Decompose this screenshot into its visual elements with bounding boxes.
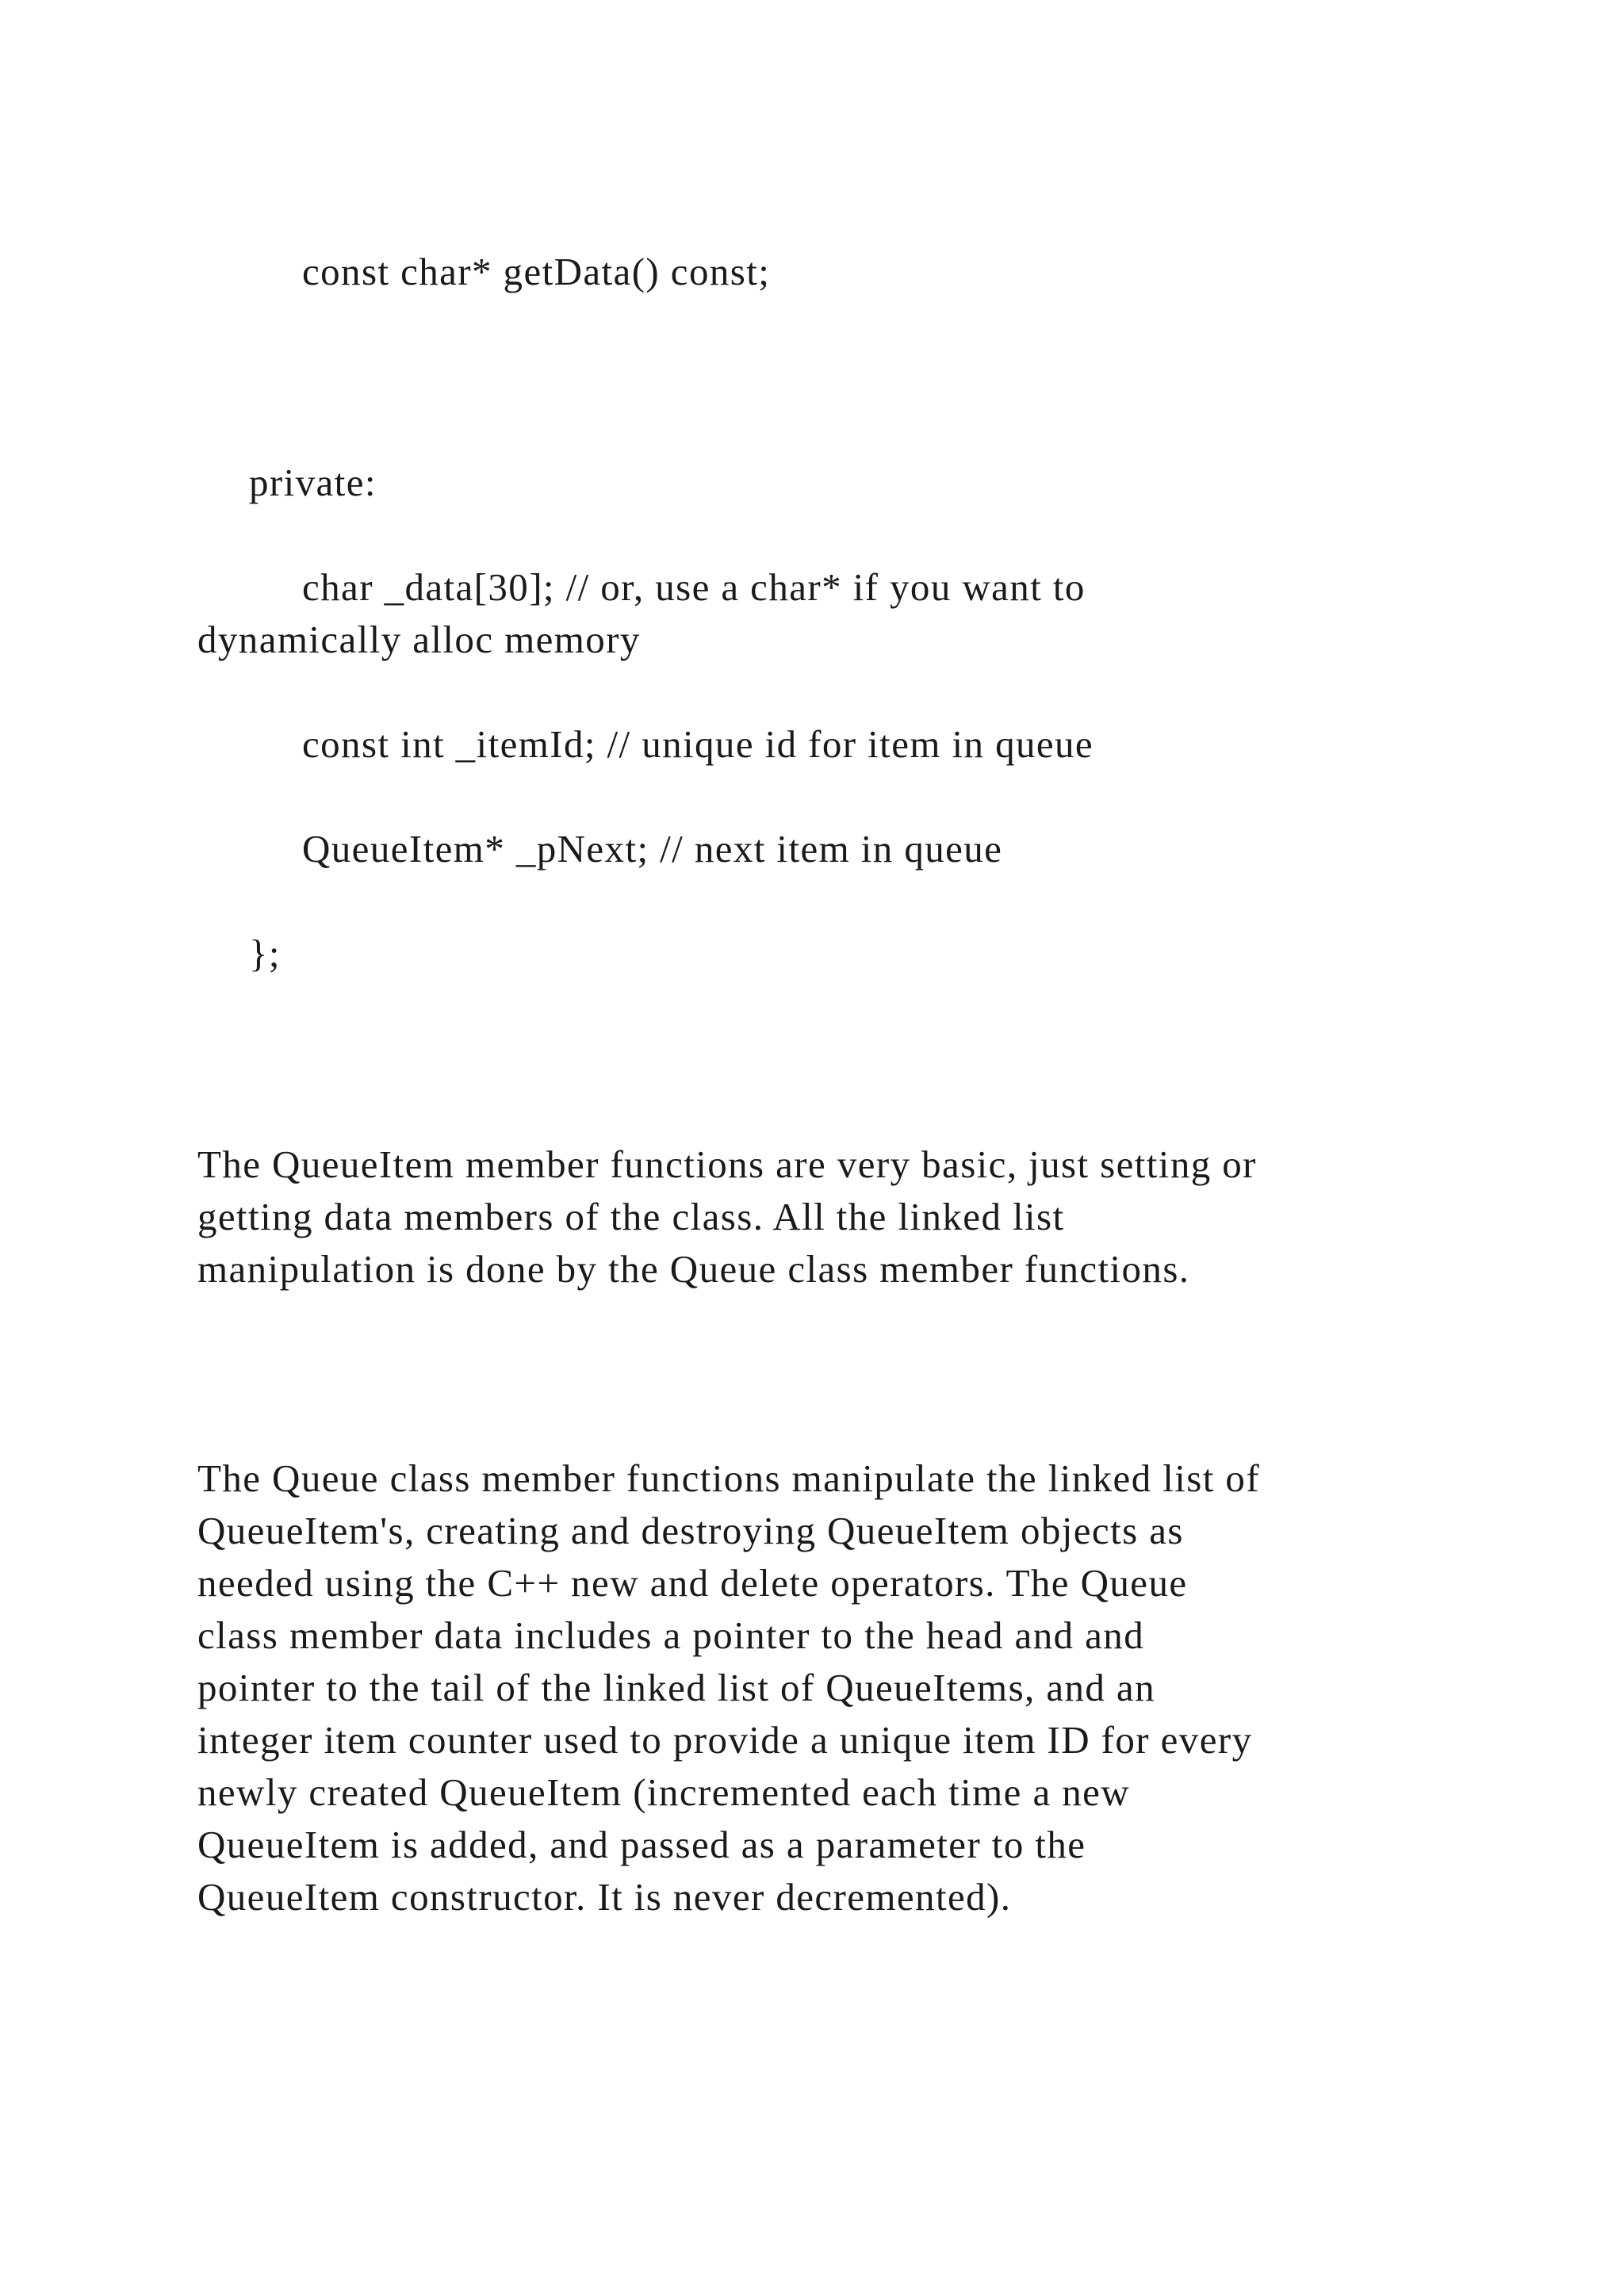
code-line-getdata: const char* getData() const; xyxy=(302,250,771,293)
paragraph-2-line: QueueItem is added, and passed as a parameter to the xyxy=(197,1823,1086,1866)
code-line-class-end: }; xyxy=(249,932,281,975)
paragraph-2-line: newly created QueueItem (incremented each time a new xyxy=(197,1770,1131,1814)
paragraph-2-line: integer item counter used to provide a unique item ID for every xyxy=(197,1718,1253,1762)
paragraph-2-line: pointer to the tail of the linked list of QueueItems, and an xyxy=(197,1666,1155,1709)
paragraph-2-line: needed using the C++ new and delete operators. The Queue xyxy=(197,1561,1188,1605)
paragraph-2-line: QueueItem constructor. It is never decremented). xyxy=(197,1875,1012,1919)
paragraph-1-line: The QueueItem member functions are very basic, just setting or xyxy=(197,1142,1257,1186)
code-line-itemid: const int _itemId; // unique id for item in queue xyxy=(302,722,1094,766)
paragraph-1-line: manipulation is done by the Queue class member functions. xyxy=(197,1247,1190,1291)
paragraph-1-line: getting data members of the class. All the linked list xyxy=(197,1195,1065,1238)
paragraph-2-line: The Queue class member functions manipulate the linked list of xyxy=(197,1456,1261,1500)
code-line-pnext: QueueItem* _pNext; // next item in queue xyxy=(302,827,1003,871)
code-line-private: private: xyxy=(249,461,377,504)
code-line-data-decl: char _data[30]; // or, use a char* if you want to xyxy=(302,565,1086,609)
paragraph-2-line: QueueItem's, creating and destroying QueueItem objects as xyxy=(197,1509,1184,1552)
code-line-data-decl-wrap: dynamically alloc memory xyxy=(197,618,641,661)
paragraph-2-line: class member data includes a pointer to the head and and xyxy=(197,1613,1145,1657)
